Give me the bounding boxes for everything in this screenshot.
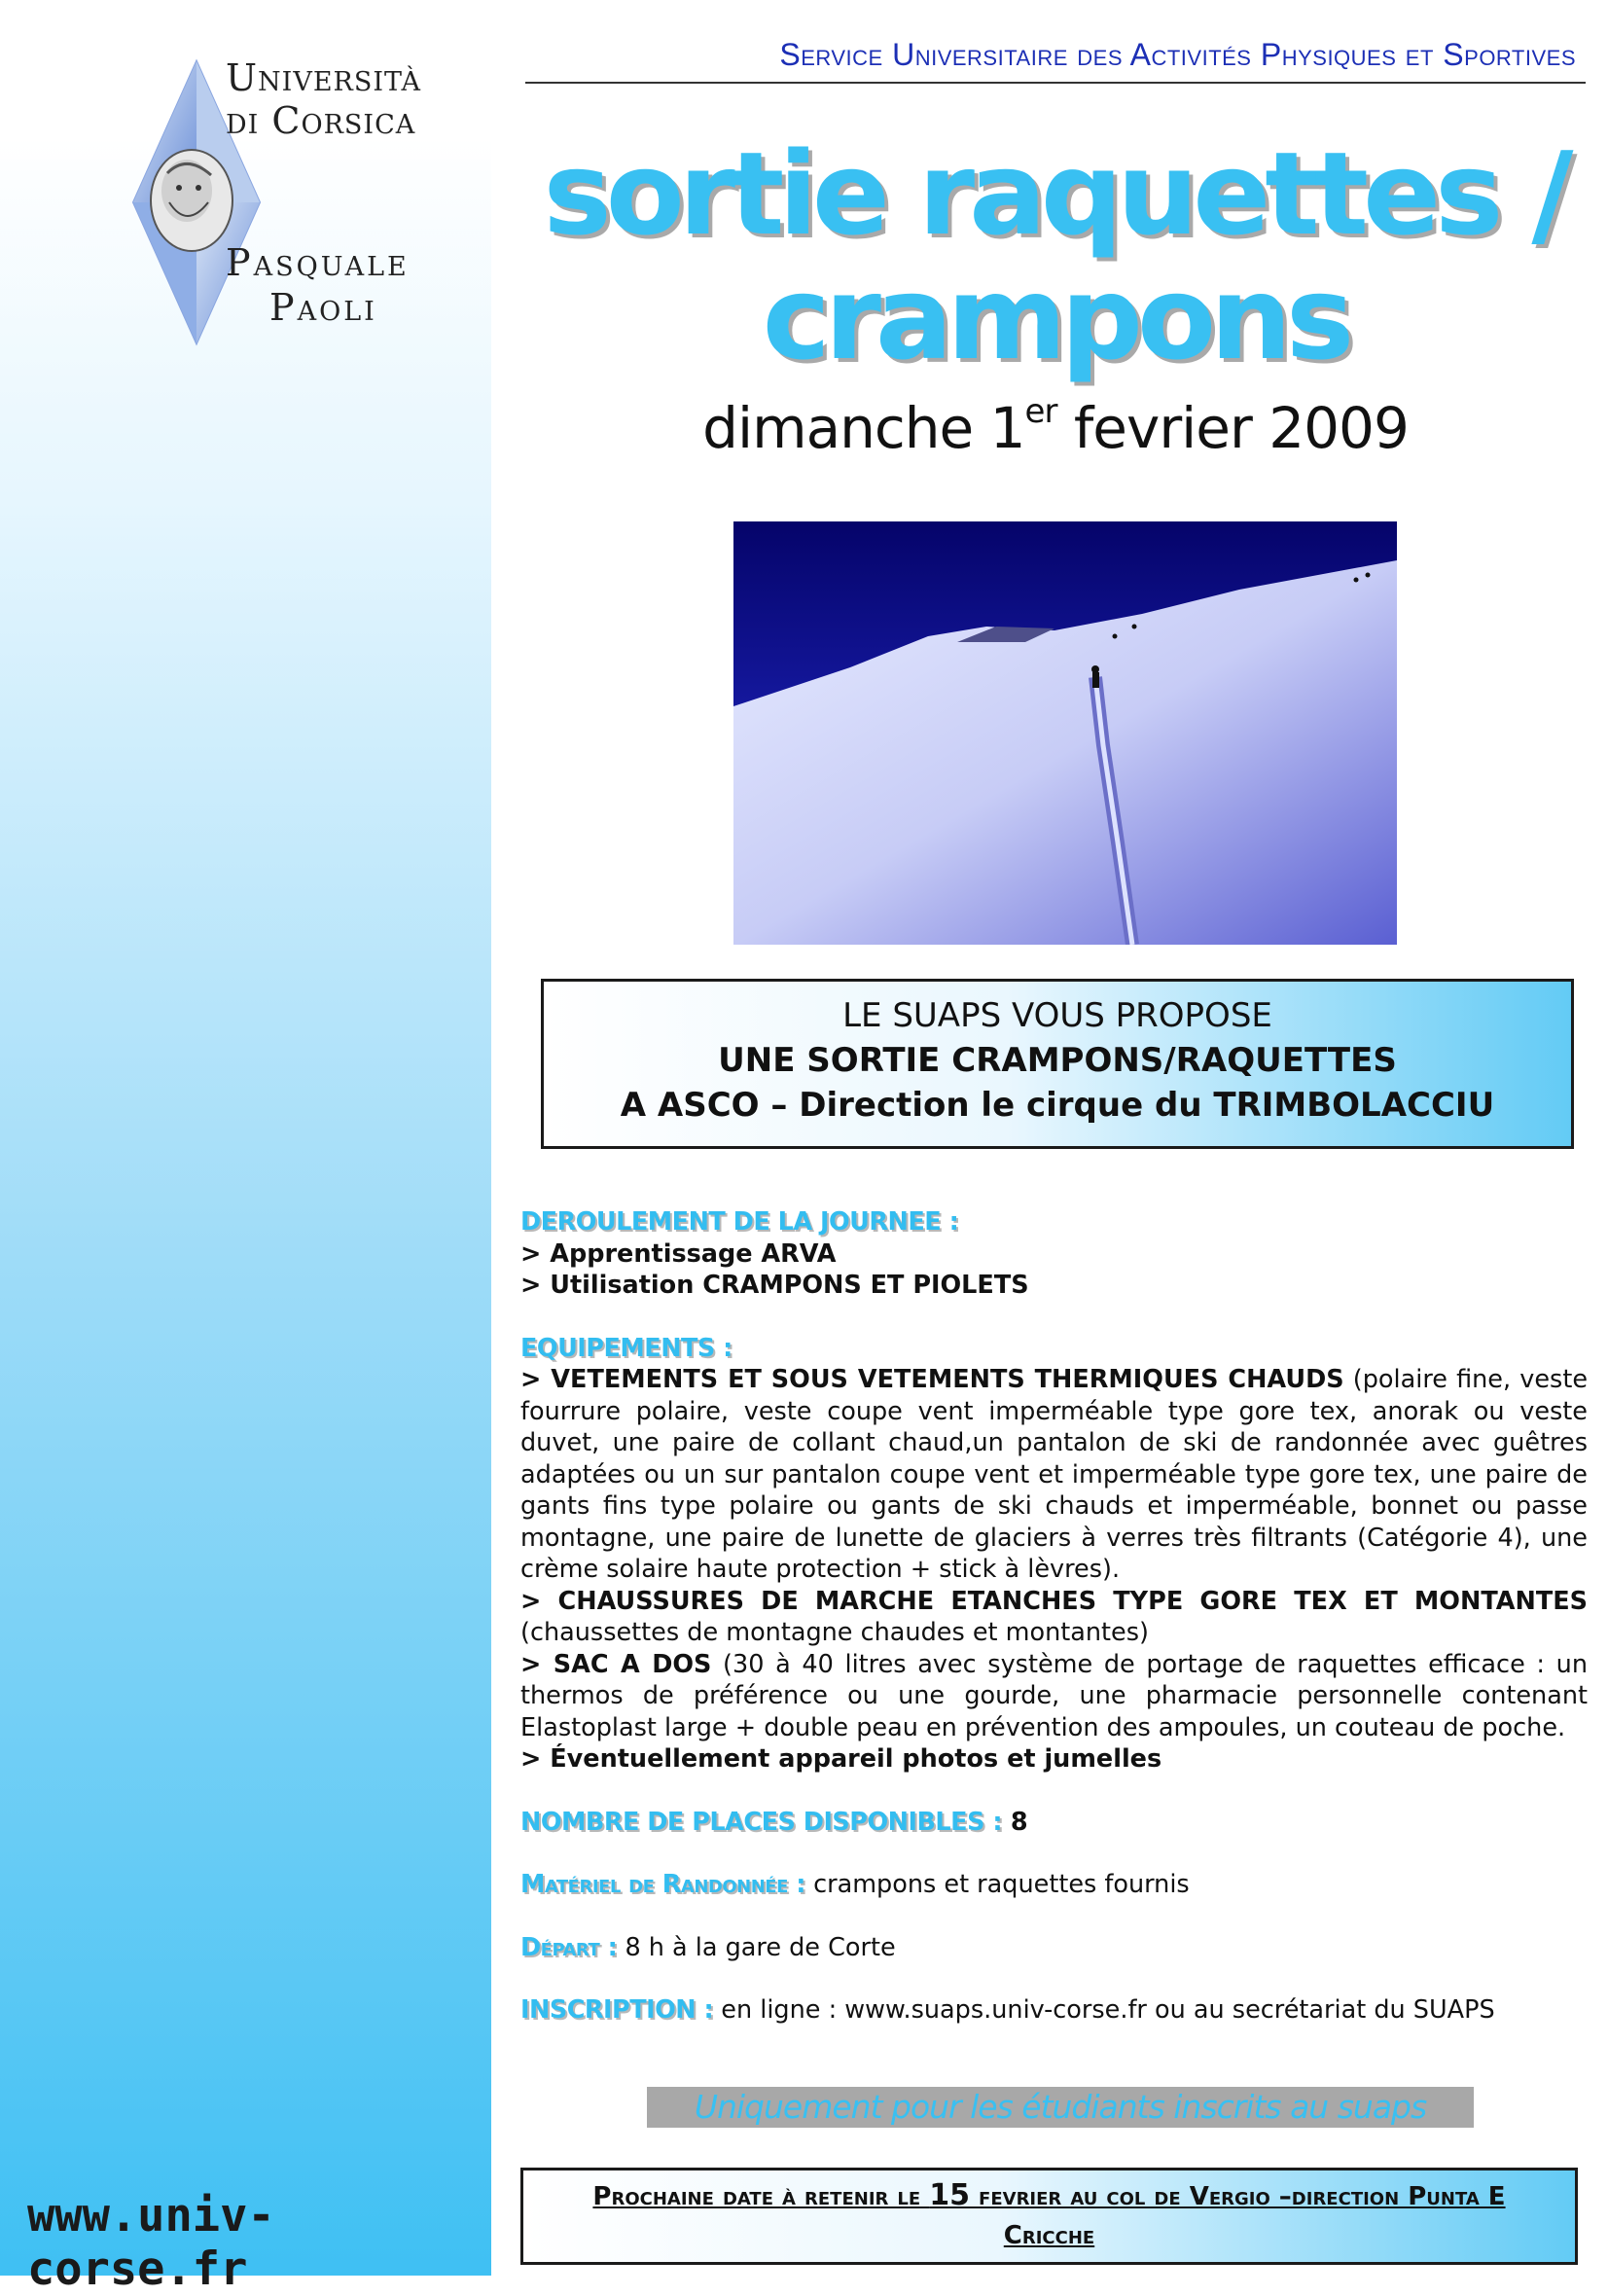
inscription-value: en ligne : www.suaps.univ-corse.fr ou au secrétariat du SUAPS — [713, 1995, 1495, 2025]
proposal-line-2: UNE SORTIE CRAMPONS/RAQUETTES — [718, 1041, 1397, 1080]
places-label: NOMBRE DE PLACES DISPONIBLES : — [520, 1807, 1003, 1837]
title-line-1: sortie raquettes / — [543, 126, 1568, 261]
equipements-sac — [520, 1649, 1588, 1744]
university-logo — [60, 56, 449, 348]
date-sup: er — [1024, 392, 1057, 431]
inscription-row — [520, 1994, 1588, 2027]
vetements-bold: > VETEMENTS ET SOUS VETEMENTS THERMIQUES CHAUDS — [520, 1365, 1344, 1394]
logo-line-3: Pasquale — [226, 241, 410, 284]
equipements-photos: > Éventuellement appareil photos et jumelles — [520, 1744, 1162, 1774]
chaussures-text: (chaussettes de montagne chaudes et montantes) — [520, 1618, 1149, 1647]
chaussures-bold: > CHAUSSURES DE MARCHE ETANCHES TYPE GORE TEX ET MONTANTES — [520, 1586, 1588, 1616]
sac-text: (30 à 40 litres avec système de portage de raquettes efficace : un thermos de préférence ou une gourde, une pharmacie personnelle contenant Elastoplast large + double peau en prévention des ampoules, un couteau de poche. — [520, 1649, 1588, 1742]
materiel-label: Matériel de Randonnée : — [520, 1870, 805, 1899]
sac-bold: > SAC A DOS — [520, 1649, 712, 1679]
proposal-line-3: A ASCO – Direction le cirque du TRIMBOLACCIU — [620, 1086, 1495, 1125]
details-content — [520, 1206, 1588, 2027]
equipements-vetements — [520, 1364, 1588, 1586]
date-before: dimanche 1 — [702, 395, 1025, 461]
depart-label: Départ : — [520, 1932, 618, 1962]
next-date-box — [520, 2168, 1578, 2265]
website-link[interactable]: www.univ-corse.fr — [27, 2189, 275, 2296]
inscription-label: INSCRIPTION : — [520, 1995, 714, 2025]
places-row — [520, 1807, 1588, 1839]
equipements-chaussures — [520, 1586, 1588, 1649]
depart-value: 8 h à la gare de Corte — [617, 1932, 896, 1962]
event-date — [530, 392, 1581, 461]
materiel-value: crampons et raquettes fournis — [804, 1870, 1190, 1899]
vetements-text: (polaire fine, veste fourrure polaire, veste coupe vent imperméable type gore tex, anorak ou veste duvet, une paire de collant chaud,un pantalon de ski de randonnée avec guêtres adaptées ou un sur pantalon coupe vent et imperméable type gore tex, une paire de gants fins type polaire ou gants de ski chauds et imperméable, bonnet ou passe montagne, une paire de lunette de glaciers à verres très filtrants (Catégorie 4), une crème solaire haute protection + stick à lèvres). — [520, 1365, 1589, 1584]
title-line-2: crampons — [762, 251, 1349, 385]
snow-photo — [733, 521, 1397, 945]
proposal-box — [541, 979, 1574, 1149]
places-value: 8 — [1002, 1807, 1028, 1837]
deroulement-label: DEROULEMENT DE LA JOURNEE : — [520, 1207, 959, 1237]
logo-line-2: di Corsica — [226, 99, 416, 142]
materiel-row — [520, 1869, 1588, 1901]
date-after: fevrier 2009 — [1056, 395, 1409, 461]
next-date-after: fevrier au col de Vergio –direction Punta E Cricche — [970, 2182, 1506, 2250]
logo-line-4: Paoli — [269, 286, 377, 329]
service-header: Service Universitaire des Activités Physiques et Sportives — [525, 37, 1586, 84]
proposal-line-1: LE SUAPS VOUS PROPOSE — [842, 996, 1272, 1035]
deroulement-item: > Utilisation CRAMPONS ET PIOLETS — [520, 1271, 1029, 1300]
next-date-before: Prochaine date à retenir le — [592, 2182, 930, 2211]
equipements-label: EQUIPEMENTS : — [520, 1333, 733, 1363]
next-date-day: 15 — [929, 2178, 970, 2212]
logo-line-1: Università — [226, 56, 422, 99]
deroulement-item: > Apprentissage ARVA — [520, 1238, 837, 1269]
sidebar — [0, 0, 491, 2296]
students-only-notice: Uniquement pour les étudiants inscrits au suaps — [647, 2087, 1474, 2128]
depart-row — [520, 1932, 1588, 1964]
